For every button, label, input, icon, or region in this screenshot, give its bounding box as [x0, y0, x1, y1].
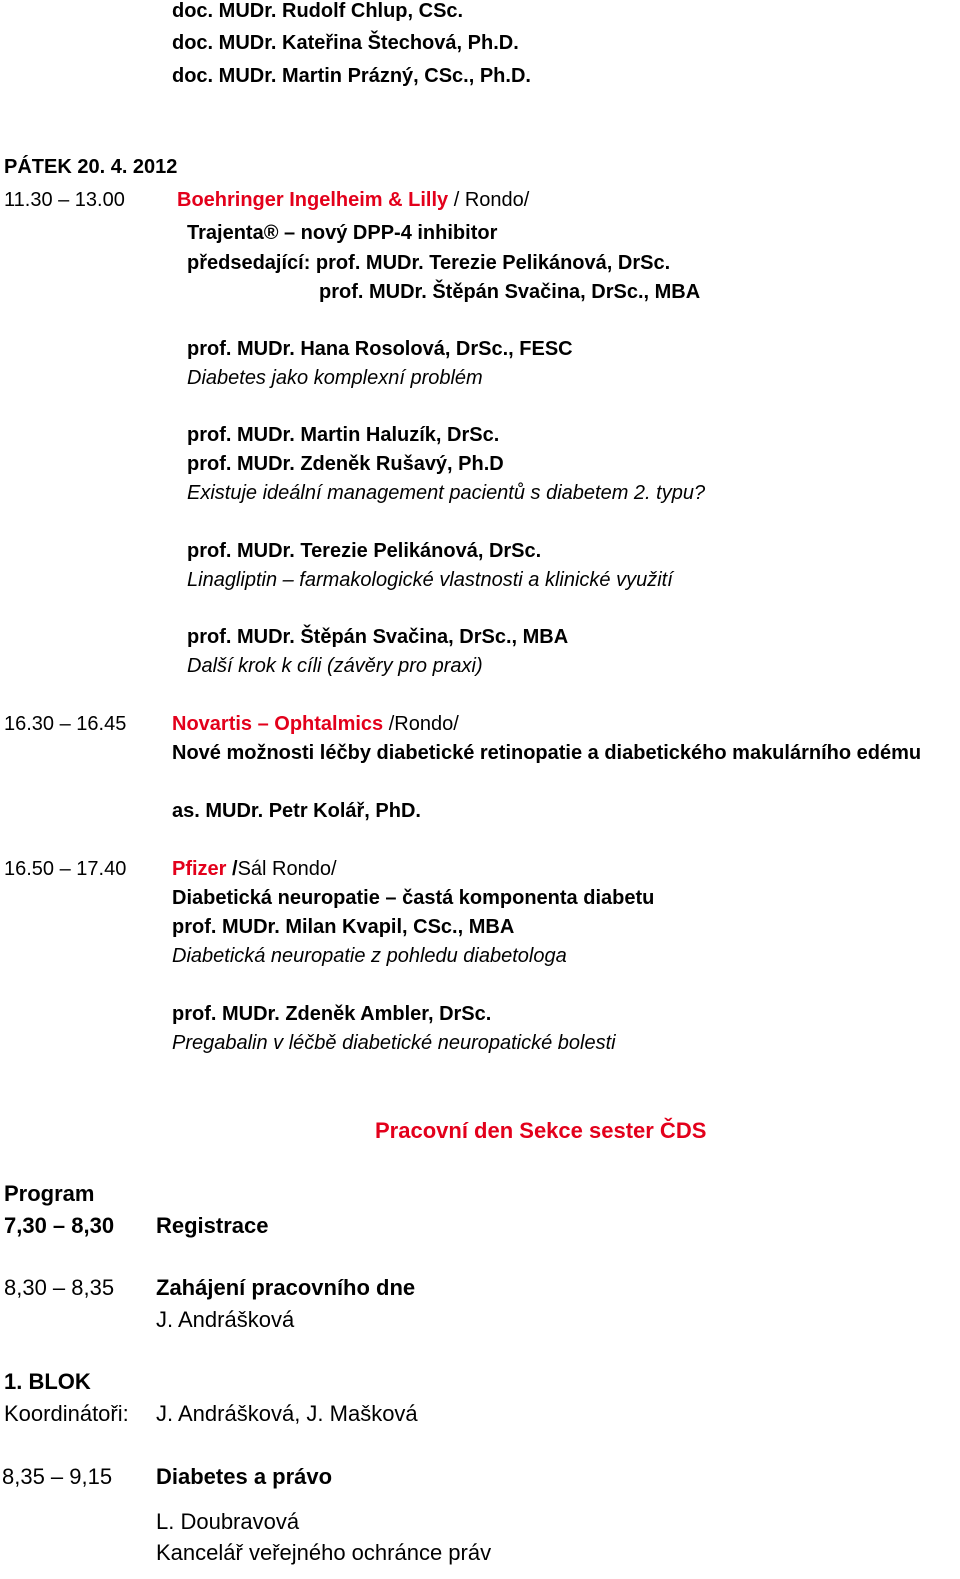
talk-title: Další krok k cíli (závěry pro praxi) — [187, 655, 483, 677]
coordinators-names: J. Andrášková, J. Mašková — [156, 1401, 418, 1426]
program-item-title: Registrace — [156, 1213, 269, 1238]
top-speaker-1: doc. MUDr. Rudolf Chlup, CSc. — [172, 0, 464, 22]
talk-speaker: prof. MUDr. Zdeněk Rušavý, Ph.D — [187, 453, 504, 475]
talk-speaker: prof. MUDr. Martin Haluzík, DrSc. — [187, 424, 500, 446]
day-header: PÁTEK 20. 4. 2012 — [4, 156, 178, 178]
program-label: Program — [4, 1181, 95, 1206]
program-item-time: 8,35 – 9,15 — [2, 1464, 113, 1489]
session-1-title: Trajenta® – nový DPP-4 inhibitor — [187, 222, 498, 244]
program-item-title: Zahájení pracovního dne — [156, 1275, 416, 1300]
talk-speaker: prof. MUDr. Milan Kvapil, CSc., MBA — [172, 916, 515, 938]
coordinators-label: Koordinátoři: — [4, 1401, 129, 1426]
session-1-room: / Rondo/ — [448, 189, 530, 211]
session-2-title: Nové možnosti léčby diabetické retinopatie a diabetického makulárního edému — [172, 742, 922, 764]
talk-speaker: prof. MUDr. Zdeněk Ambler, DrSc. — [172, 1003, 492, 1025]
program-item-person: J. Andrášková — [156, 1307, 295, 1332]
session-3-title: Diabetická neuropatie – častá komponenta diabetu — [172, 887, 655, 909]
session-1-chairs-1: předsedající: prof. MUDr. Terezie Pelikánová, DrSc. — [187, 252, 671, 274]
program-item-time: 7,30 – 8,30 — [4, 1213, 115, 1238]
top-speaker-3: doc. MUDr. Martin Prázný, CSc., Ph.D. — [172, 65, 531, 87]
program-item-time: 8,30 – 8,35 — [4, 1275, 115, 1300]
session-3-sponsor: Pfizer — [172, 858, 227, 880]
program-item-person: L. Doubravová — [156, 1509, 300, 1534]
talk-title: Pregabalin v léčbě diabetické neuropatické bolesti — [172, 1032, 616, 1054]
talk-title: Diabetická neuropatie z pohledu diabetologa — [172, 945, 567, 967]
session-2-header — [172, 714, 459, 734]
talk-title: Existuje ideální management pacientů s diabetem 2. typu? — [187, 482, 706, 504]
talk-title: Linagliptin – farmakologické vlastnosti a klinické využití — [187, 569, 673, 591]
session-3-slash: / — [226, 858, 238, 880]
session-2-time: 16.30 – 16.45 — [4, 713, 127, 735]
talk-speaker: prof. MUDr. Štěpán Svačina, DrSc., MBA — [187, 626, 569, 648]
session-2-room: /Rondo/ — [383, 713, 459, 735]
session-1-chairs-2: prof. MUDr. Štěpán Svačina, DrSc., MBA — [319, 281, 701, 303]
session-1-sponsor: Boehringer Ingelheim & Lilly — [177, 189, 449, 211]
session-2-sponsor: Novartis – Ophtalmics — [172, 713, 384, 735]
nurses-heading: Pracovní den Sekce sester ČDS — [375, 1118, 707, 1143]
session-2-speaker: as. MUDr. Petr Kolář, PhD. — [172, 800, 421, 822]
block-label: 1. BLOK — [4, 1369, 91, 1394]
session-3-room: Sál Rondo/ — [237, 858, 337, 880]
talk-title: Diabetes jako komplexní problém — [187, 367, 483, 389]
session-3-header — [172, 859, 337, 879]
program-item-org: Kancelář veřejného ochránce práv — [156, 1540, 492, 1565]
session-1-header — [177, 190, 529, 210]
talk-speaker: prof. MUDr. Terezie Pelikánová, DrSc. — [187, 540, 542, 562]
top-speaker-2: doc. MUDr. Kateřina Štechová, Ph.D. — [172, 32, 519, 54]
talk-speaker: prof. MUDr. Hana Rosolová, DrSc., FESC — [187, 338, 573, 360]
session-1-time: 11.30 – 13.00 — [4, 189, 125, 211]
session-3-time: 16.50 – 17.40 — [4, 858, 127, 880]
program-item-title: Diabetes a právo — [156, 1464, 333, 1489]
